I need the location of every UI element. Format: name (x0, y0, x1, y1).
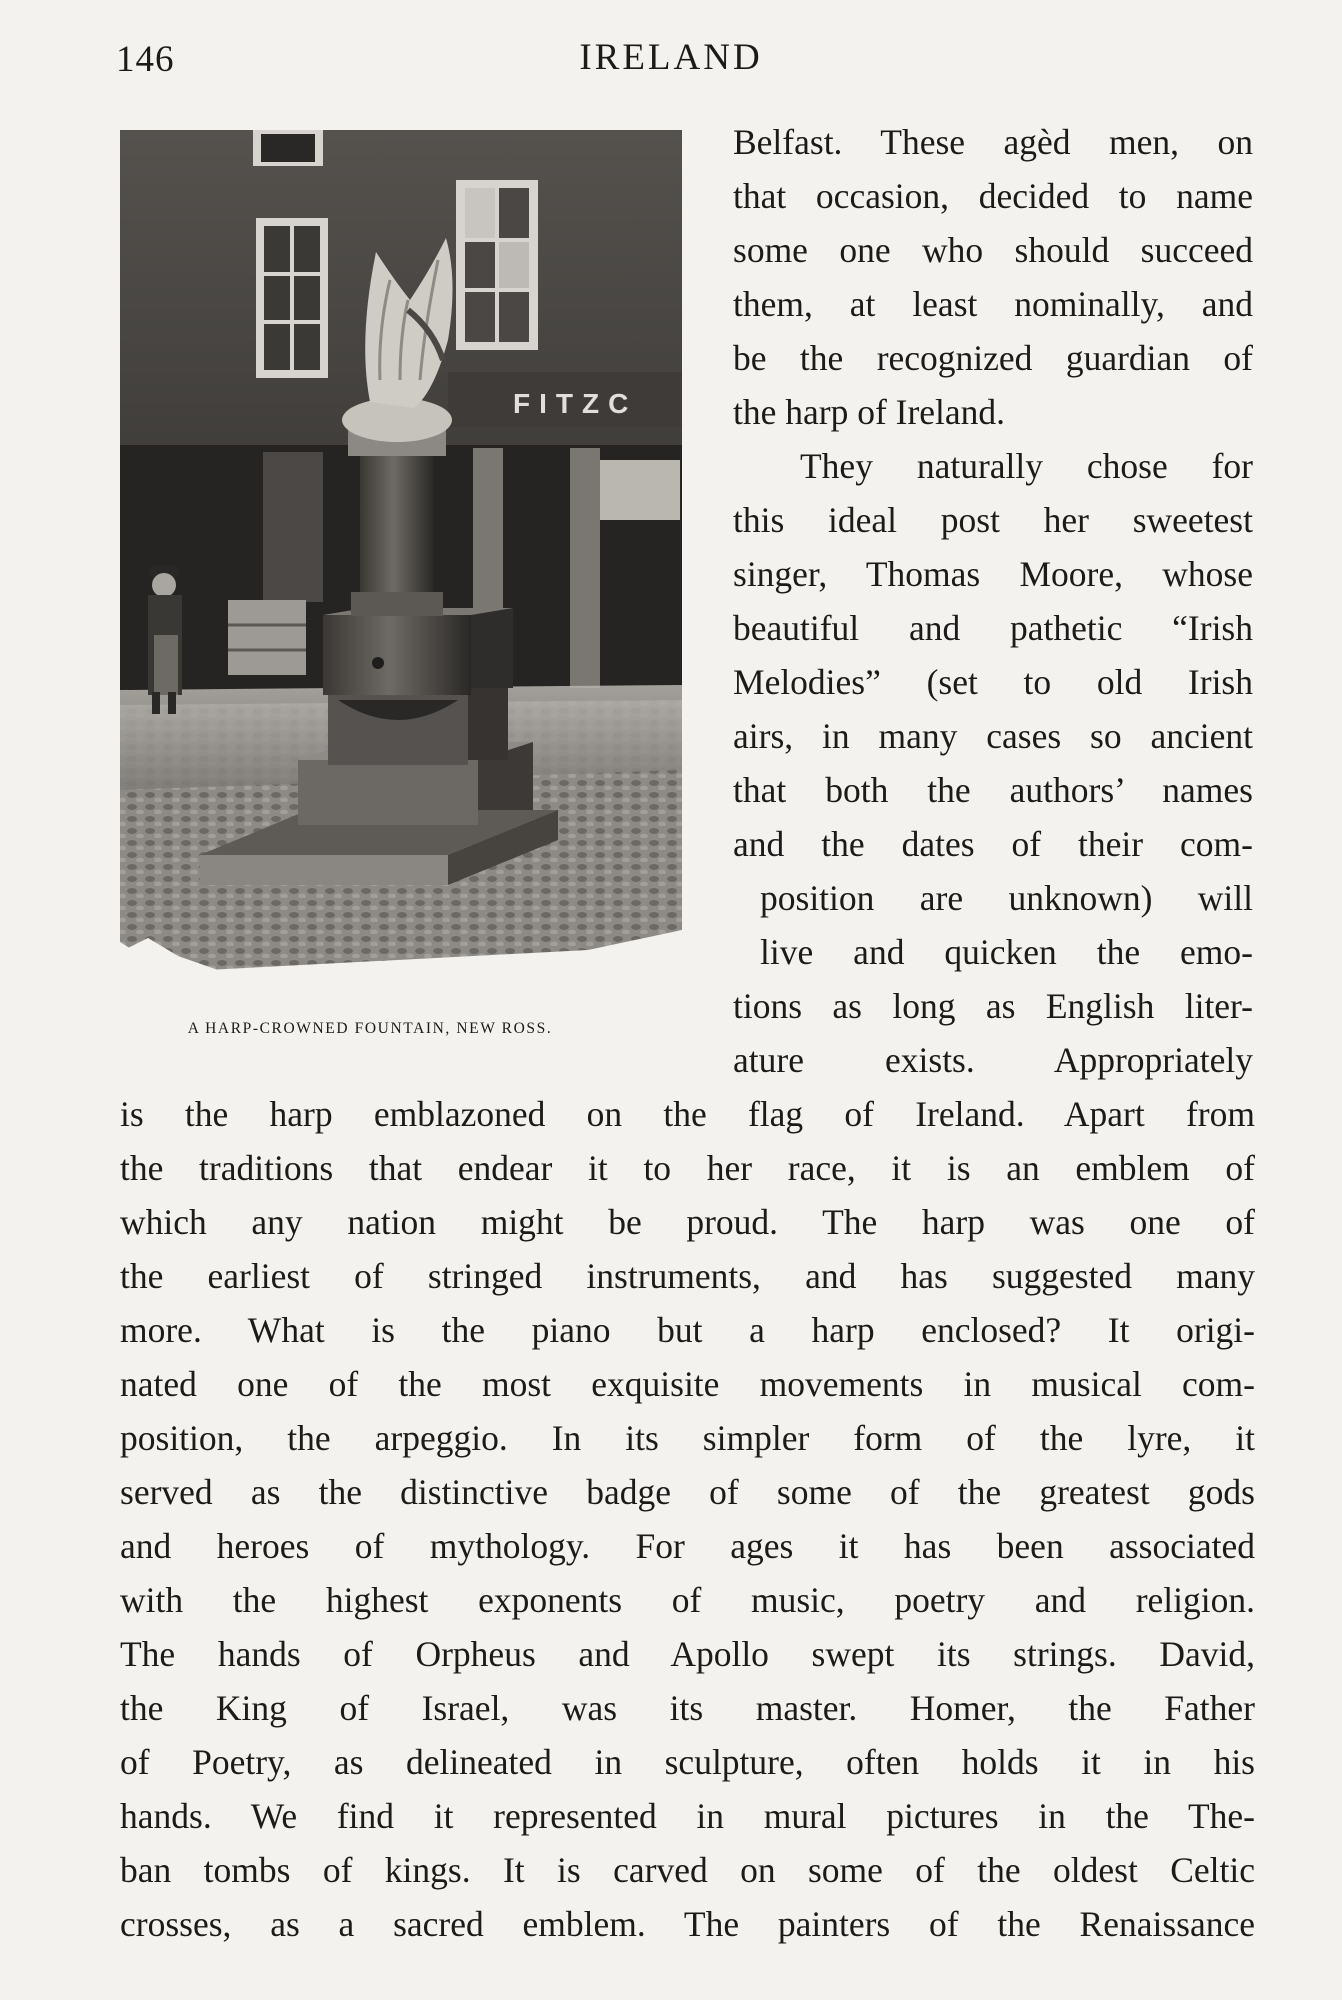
text-line: The hands of Orpheus and Apollo swept its strings. David, (120, 1634, 1255, 1674)
text-line: be the recognized guardian of (733, 338, 1253, 378)
text-line: position are unknown) will (760, 878, 1253, 918)
text-line: position, the arpeggio. In its simpler form of the lyre, it (120, 1418, 1255, 1458)
fountain-column (360, 450, 434, 610)
text-line: more. What is the piano but a harp enclosed? It origi- (120, 1310, 1255, 1350)
text-line: and the dates of their com- (733, 824, 1253, 864)
text-line: the earliest of stringed instruments, and has suggested many (120, 1256, 1255, 1296)
text-line: and heroes of mythology. For ages it has been associated (120, 1526, 1255, 1566)
page-number: 146 (116, 39, 175, 80)
text-line: crosses, as a sacred emblem. The painters of the Renaissance (120, 1904, 1255, 1944)
text-line: Melodies” (set to old Irish (733, 662, 1253, 702)
text-line: airs, in many cases so ancient (733, 716, 1253, 756)
text-line: live and quicken the emo- (760, 932, 1253, 972)
text-line: Belfast. These agèd men, on (733, 122, 1253, 162)
text-line: of Poetry, as delineated in sculpture, often holds it in his (120, 1742, 1255, 1782)
text-line: They naturally chose for (800, 446, 1253, 486)
text-line: some one who should succeed (733, 230, 1253, 270)
text-line: that both the authors’ names (733, 770, 1253, 810)
text-line: hands. We find it represented in mural pictures in the The- (120, 1796, 1255, 1836)
text-line: beautiful and pathetic “Irish (733, 608, 1253, 648)
text-line: the King of Israel, was its master. Homer, the Father (120, 1688, 1255, 1728)
text-line: singer, Thomas Moore, whose (733, 554, 1253, 594)
shop-sign-text: FITZC (513, 388, 638, 419)
text-line: with the highest exponents of music, poetry and religion. (120, 1580, 1255, 1620)
text-line: that occasion, decided to name (733, 176, 1253, 216)
text-line: the harp of Ireland. (733, 392, 1006, 432)
text-line: ature exists. Appropriately (733, 1040, 1253, 1080)
text-line: this ideal post her sweetest (733, 500, 1253, 540)
text-line: which any nation might be proud. The harp was one of (120, 1202, 1255, 1242)
fountain-illustration (108, 130, 708, 1000)
text-line: tions as long as English liter- (733, 986, 1253, 1026)
running-title: IRELAND (579, 37, 763, 78)
fountain-photograph (108, 130, 708, 1000)
figure-caption: A HARP-CROWNED FOUNTAIN, NEW ROSS. (187, 1020, 553, 1037)
text-line: served as the distinctive badge of some of the greatest gods (120, 1472, 1255, 1512)
text-line: them, at least nominally, and (733, 284, 1253, 324)
text-line: is the harp emblazoned on the flag of Ireland. Apart from (120, 1094, 1255, 1134)
text-line: nated one of the most exquisite movements in musical com- (120, 1364, 1255, 1404)
text-line: the traditions that endear it to her race, it is an emblem of (120, 1148, 1255, 1188)
text-line: ban tombs of kings. It is carved on some of the oldest Celtic (120, 1850, 1255, 1890)
